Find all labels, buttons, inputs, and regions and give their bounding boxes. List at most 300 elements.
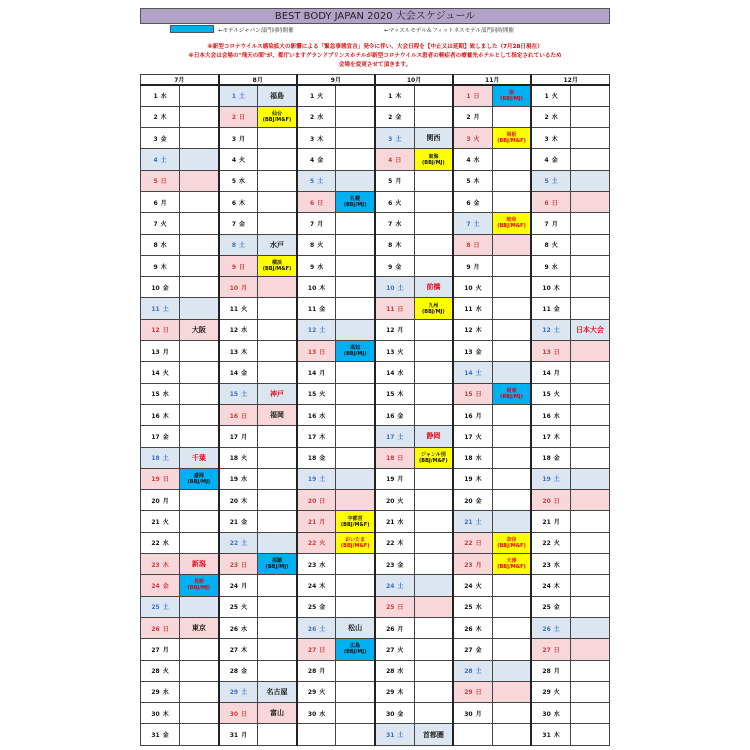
event-cell[interactable] (258, 234, 297, 255)
event-cell[interactable] (258, 85, 297, 106)
date-cell (531, 426, 570, 447)
event-cell[interactable] (180, 617, 219, 638)
day-number: 11 (307, 306, 317, 314)
day-number: 22 (464, 540, 473, 548)
event-cell (258, 447, 297, 468)
weekday-label: 木 (160, 114, 167, 122)
date-cell (453, 191, 492, 212)
weekday-label: 火 (241, 604, 248, 612)
event-cell (570, 149, 609, 170)
date-cell (297, 703, 336, 724)
day-number: 6 (388, 199, 393, 207)
date-cell (531, 703, 570, 724)
event-name: 名古屋 (266, 687, 288, 696)
event-cell (570, 447, 609, 468)
day-number: 29 (229, 689, 239, 697)
table-row (141, 575, 610, 596)
day-number: 21 (151, 519, 160, 527)
day-number: 11 (151, 306, 160, 314)
legend-swatch-model-japan (170, 25, 214, 33)
event-cell (180, 532, 219, 553)
day-number: 20 (151, 497, 160, 505)
event-cell[interactable] (258, 106, 297, 127)
event-cell (570, 596, 609, 617)
day-number: 13 (386, 348, 395, 356)
event-cell (570, 617, 609, 638)
day-number: 15 (151, 391, 160, 399)
table-row (141, 511, 610, 532)
event-name: 那覇 (BBJ/MJ) (265, 558, 289, 571)
weekday-label: 土 (241, 540, 248, 548)
weekday-label: 月 (397, 476, 404, 484)
event-cell (180, 681, 219, 702)
event-name: 岡東 (BBJ/MJ) (500, 387, 523, 400)
date-cell (375, 106, 414, 127)
weekday-label: 金 (319, 306, 326, 314)
weekday-label: 火 (317, 242, 324, 250)
date-cell (531, 575, 570, 596)
event-cell (570, 106, 609, 127)
event-cell (336, 149, 375, 170)
date-cell (141, 383, 180, 404)
event-cell (180, 191, 219, 212)
date-cell (453, 383, 492, 404)
event-cell (570, 383, 609, 404)
date-cell (375, 426, 414, 447)
event-cell (570, 404, 609, 425)
date-cell (531, 490, 570, 511)
date-cell (453, 85, 492, 106)
date-cell (141, 404, 180, 425)
event-cell[interactable] (492, 383, 531, 404)
weekday-label: 金 (397, 412, 404, 420)
weekday-label: 月 (473, 114, 480, 122)
weekday-label: 水 (397, 519, 404, 527)
event-name: おいたま (BBJ/M&F) (340, 536, 370, 549)
date-cell (453, 170, 492, 191)
notice-line: ※日本大会は会場の"飛天の間"が、都庁いますグランドプリンスホテルが新型コロナウイルス患者の軽症者の療養先ホテルとして指定されているため (188, 53, 562, 59)
weekday-label: 水 (475, 306, 482, 314)
legend-label-model-japan: ←モデルジャパン部門同時開催 (218, 28, 294, 34)
event-cell[interactable] (180, 468, 219, 489)
day-number: 18 (542, 455, 551, 463)
event-cell (336, 681, 375, 702)
table-row (141, 341, 610, 362)
day-number: 31 (386, 732, 395, 740)
event-cell (336, 106, 375, 127)
day-number: 15 (229, 391, 239, 399)
day-number: 28 (542, 668, 551, 676)
weekday-label: 月 (319, 668, 326, 676)
date-cell (531, 362, 570, 383)
event-cell[interactable] (570, 319, 609, 340)
day-number: 2 (153, 114, 158, 122)
day-number: 29 (464, 689, 473, 697)
event-cell (492, 490, 531, 511)
day-number: 22 (307, 540, 317, 548)
weekday-label: 水 (319, 561, 326, 569)
event-cell[interactable] (180, 554, 219, 575)
table-row (141, 681, 610, 702)
event-cell (570, 554, 609, 575)
event-cell[interactable] (492, 85, 531, 106)
event-cell (180, 490, 219, 511)
event-name: 水戸 (270, 240, 285, 249)
weekday-label: 木 (162, 412, 169, 420)
weekday-label: 月 (239, 135, 246, 143)
weekday-label: 金 (160, 135, 167, 143)
date-cell (219, 85, 258, 106)
date-cell (141, 255, 180, 276)
weekday-label: 土 (475, 370, 482, 377)
date-cell (375, 213, 414, 234)
date-cell (453, 106, 492, 127)
weekday-label: 日 (551, 199, 558, 207)
weekday-label: 木 (160, 263, 167, 271)
day-number: 16 (151, 412, 160, 420)
event-cell[interactable] (414, 277, 453, 298)
date-cell (297, 213, 336, 234)
weekday-label: 火 (553, 391, 560, 399)
day-number: 24 (464, 582, 473, 590)
day-number: 22 (542, 540, 551, 548)
day-number: 27 (464, 646, 473, 654)
day-number: 25 (386, 604, 395, 612)
weekday-label: 金 (473, 199, 480, 207)
day-number: 26 (307, 625, 317, 633)
weekday-label: 土 (319, 476, 326, 484)
weekday-label: 金 (395, 114, 402, 122)
day-number: 12 (151, 327, 160, 335)
date-cell (297, 617, 336, 638)
event-cell[interactable] (180, 447, 219, 468)
event-cell (492, 341, 531, 362)
event-cell (492, 681, 531, 702)
table-row (141, 255, 610, 276)
day-number: 26 (464, 625, 473, 633)
date-cell (531, 170, 570, 191)
weekday-label: 月 (319, 370, 326, 377)
event-cell[interactable] (336, 532, 375, 553)
day-number: 4 (310, 157, 315, 165)
event-cell (414, 575, 453, 596)
event-cell[interactable] (258, 554, 297, 575)
date-cell (453, 404, 492, 425)
event-cell (414, 404, 453, 425)
day-number: 31 (151, 732, 160, 740)
date-cell (219, 383, 258, 404)
table-row (141, 404, 610, 425)
weekday-label: 土 (397, 433, 404, 441)
day-number: 16 (307, 412, 317, 420)
event-cell[interactable] (336, 511, 375, 532)
event-name: 関西 (426, 134, 441, 143)
event-cell[interactable] (258, 383, 297, 404)
event-cell[interactable] (336, 341, 375, 362)
date-cell (453, 703, 492, 724)
day-number: 18 (151, 455, 160, 463)
day-number: 27 (542, 646, 551, 654)
event-cell (414, 490, 453, 511)
event-cell[interactable] (336, 639, 375, 660)
table-row (141, 234, 610, 255)
day-number: 21 (229, 519, 239, 527)
event-cell[interactable] (492, 213, 531, 234)
weekday-label: 日 (160, 178, 167, 186)
date-cell (375, 191, 414, 212)
date-cell (141, 362, 180, 383)
date-cell (141, 511, 180, 532)
event-cell (180, 703, 219, 724)
event-cell (414, 383, 453, 404)
notice-line: 会場を変更させて頂きます。 (338, 62, 412, 68)
date-cell (141, 426, 180, 447)
event-name: 松山 (348, 624, 363, 633)
day-number: 29 (307, 689, 317, 697)
date-cell (531, 128, 570, 149)
date-cell (297, 128, 336, 149)
date-cell (141, 468, 180, 489)
event-cell (180, 383, 219, 404)
weekday-label: 土 (319, 327, 326, 335)
event-name: 札幌 (BBJ/MJ) (343, 196, 367, 209)
day-number: 5 (544, 178, 549, 186)
day-number: 3 (544, 135, 549, 143)
weekday-label: 日 (473, 242, 480, 250)
day-number: 23 (542, 561, 551, 569)
date-cell (531, 298, 570, 319)
day-number: 12 (307, 327, 317, 335)
weekday-label: 火 (319, 540, 326, 548)
event-cell (258, 298, 297, 319)
event-cell[interactable] (414, 149, 453, 170)
weekday-label: 月 (475, 561, 482, 569)
event-cell (570, 532, 609, 553)
day-number: 27 (229, 646, 239, 654)
day-number: 31 (542, 732, 551, 740)
calendar-grid (140, 74, 610, 742)
weekday-label: 月 (319, 519, 326, 527)
notice-line: ※新型コロナウイルス感染拡大の影響による「緊急事態宣言」発令に伴い、大会日程を【中止又は延期】致しました（7月28日現在） (207, 44, 543, 50)
event-cell[interactable] (258, 404, 297, 425)
day-number: 5 (231, 178, 237, 186)
day-number: 22 (151, 540, 160, 548)
weekday-label: 日 (319, 497, 326, 505)
event-cell[interactable] (414, 426, 453, 447)
event-name: 前橋 (426, 283, 441, 292)
event-cell (180, 234, 219, 255)
event-cell (414, 213, 453, 234)
day-number: 26 (386, 625, 395, 633)
day-number: 23 (307, 561, 317, 569)
day-number: 23 (229, 561, 239, 569)
date-cell (219, 404, 258, 425)
date-cell (531, 191, 570, 212)
day-number: 20 (229, 497, 239, 505)
weekday-label: 土 (241, 689, 248, 697)
day-number: 10 (386, 284, 395, 292)
date-cell (375, 703, 414, 724)
date-cell (219, 511, 258, 532)
day-number: 28 (464, 668, 473, 676)
weekday-label: 木 (319, 284, 326, 292)
weekday-label: 月 (160, 199, 167, 207)
day-number: 4 (388, 157, 393, 165)
legend-swatch-muscle-fitness (340, 25, 380, 33)
day-number: 16 (464, 412, 473, 420)
weekday-label: 木 (553, 433, 560, 441)
event-cell (414, 596, 453, 617)
day-number: 16 (386, 412, 395, 420)
weekday-label: 金 (551, 157, 558, 165)
day-number: 30 (386, 710, 395, 718)
date-cell (531, 596, 570, 617)
date-cell (375, 383, 414, 404)
weekday-label: 日 (241, 710, 248, 718)
weekday-label: 月 (162, 497, 169, 505)
day-number: 4 (466, 157, 471, 165)
event-cell (414, 468, 453, 489)
day-number: 29 (542, 689, 551, 697)
date-cell (375, 617, 414, 638)
event-cell[interactable] (414, 128, 453, 149)
date-cell (141, 575, 180, 596)
weekday-label: 金 (475, 646, 482, 654)
weekday-label: 土 (397, 284, 404, 292)
day-number: 21 (542, 519, 551, 527)
event-cell (336, 724, 375, 745)
event-cell (492, 468, 531, 489)
weekday-label: 土 (397, 582, 404, 590)
event-cell[interactable] (414, 298, 453, 319)
date-cell (219, 554, 258, 575)
table-row (141, 362, 610, 383)
weekday-label: 月 (553, 668, 560, 676)
weekday-label: 金 (162, 732, 169, 740)
day-number: 15 (386, 391, 395, 399)
event-cell (336, 213, 375, 234)
event-name: 宇都宮 (BBJ/M&F) (340, 515, 370, 528)
weekday-label: 土 (160, 157, 167, 165)
event-cell (180, 213, 219, 234)
event-name: 首都圏 (422, 730, 444, 739)
event-cell[interactable] (258, 255, 297, 276)
event-cell[interactable] (258, 703, 297, 724)
weekday-label: 火 (395, 199, 402, 207)
weekday-label: 水 (475, 604, 482, 612)
date-cell (219, 106, 258, 127)
date-cell (219, 447, 258, 468)
date-cell (141, 170, 180, 191)
event-cell[interactable] (492, 554, 531, 575)
event-cell[interactable] (258, 681, 297, 702)
weekday-label: 金 (553, 604, 560, 612)
event-cell (414, 681, 453, 702)
event-cell[interactable] (180, 575, 219, 596)
weekday-label: 金 (475, 497, 482, 505)
weekday-label: 水 (553, 412, 560, 420)
event-cell[interactable] (180, 319, 219, 340)
date-cell (375, 341, 414, 362)
event-cell[interactable] (336, 617, 375, 638)
event-cell (258, 149, 297, 170)
event-name: 大阪 (191, 325, 206, 334)
event-cell (414, 85, 453, 106)
date-cell (375, 596, 414, 617)
weekday-label: 月 (241, 732, 248, 740)
date-cell (297, 341, 336, 362)
weekday-label: 水 (553, 561, 560, 569)
weekday-label: 木 (553, 284, 560, 292)
event-cell (258, 724, 297, 745)
date-cell (219, 639, 258, 660)
event-cell (492, 639, 531, 660)
event-cell[interactable] (414, 724, 453, 745)
weekday-label: 土 (551, 178, 558, 186)
event-cell (492, 277, 531, 298)
table-row (141, 106, 610, 127)
weekday-label: 木 (162, 710, 169, 718)
date-cell (531, 447, 570, 468)
date-cell (297, 660, 336, 681)
weekday-label: 日 (475, 391, 482, 399)
event-cell (336, 575, 375, 596)
event-cell (492, 170, 531, 191)
day-number: 24 (307, 582, 317, 590)
day-number: 4 (231, 157, 237, 165)
weekday-label: 火 (551, 93, 558, 101)
event-cell (570, 85, 609, 106)
event-cell[interactable] (336, 191, 375, 212)
table-row (141, 426, 610, 447)
day-number: 20 (386, 497, 395, 505)
event-cell[interactable] (492, 128, 531, 149)
day-number: 31 (229, 732, 239, 740)
weekday-label: 火 (397, 646, 404, 654)
event-cell (414, 639, 453, 660)
weekday-label: 月 (162, 348, 169, 356)
event-cell (492, 234, 531, 255)
weekday-label: 木 (475, 625, 482, 633)
weekday-label: 水 (162, 391, 169, 399)
weekday-label: 木 (241, 497, 248, 505)
event-cell[interactable] (492, 532, 531, 553)
date-cell (141, 149, 180, 170)
event-cell (570, 277, 609, 298)
event-cell (492, 511, 531, 532)
table-row (141, 277, 610, 298)
event-cell (180, 298, 219, 319)
day-number: 11 (229, 306, 239, 314)
date-cell (453, 319, 492, 340)
legend-label-muscle-fitness: ←マッスルモデル＆フィットネスモデル部門同時開催 (384, 28, 514, 34)
weekday-label: 金 (395, 263, 402, 271)
weekday-label: 月 (553, 519, 560, 527)
event-cell (180, 362, 219, 383)
event-cell (570, 511, 609, 532)
date-cell (297, 724, 336, 745)
event-cell[interactable] (414, 447, 453, 468)
date-cell (453, 660, 492, 681)
weekday-label: 木 (395, 242, 402, 250)
day-number: 27 (307, 646, 317, 654)
date-cell (453, 341, 492, 362)
weekday-label: 金 (397, 710, 404, 718)
weekday-label: 日 (162, 327, 169, 335)
date-cell (297, 447, 336, 468)
month-header-row (141, 75, 610, 86)
date-cell (375, 468, 414, 489)
